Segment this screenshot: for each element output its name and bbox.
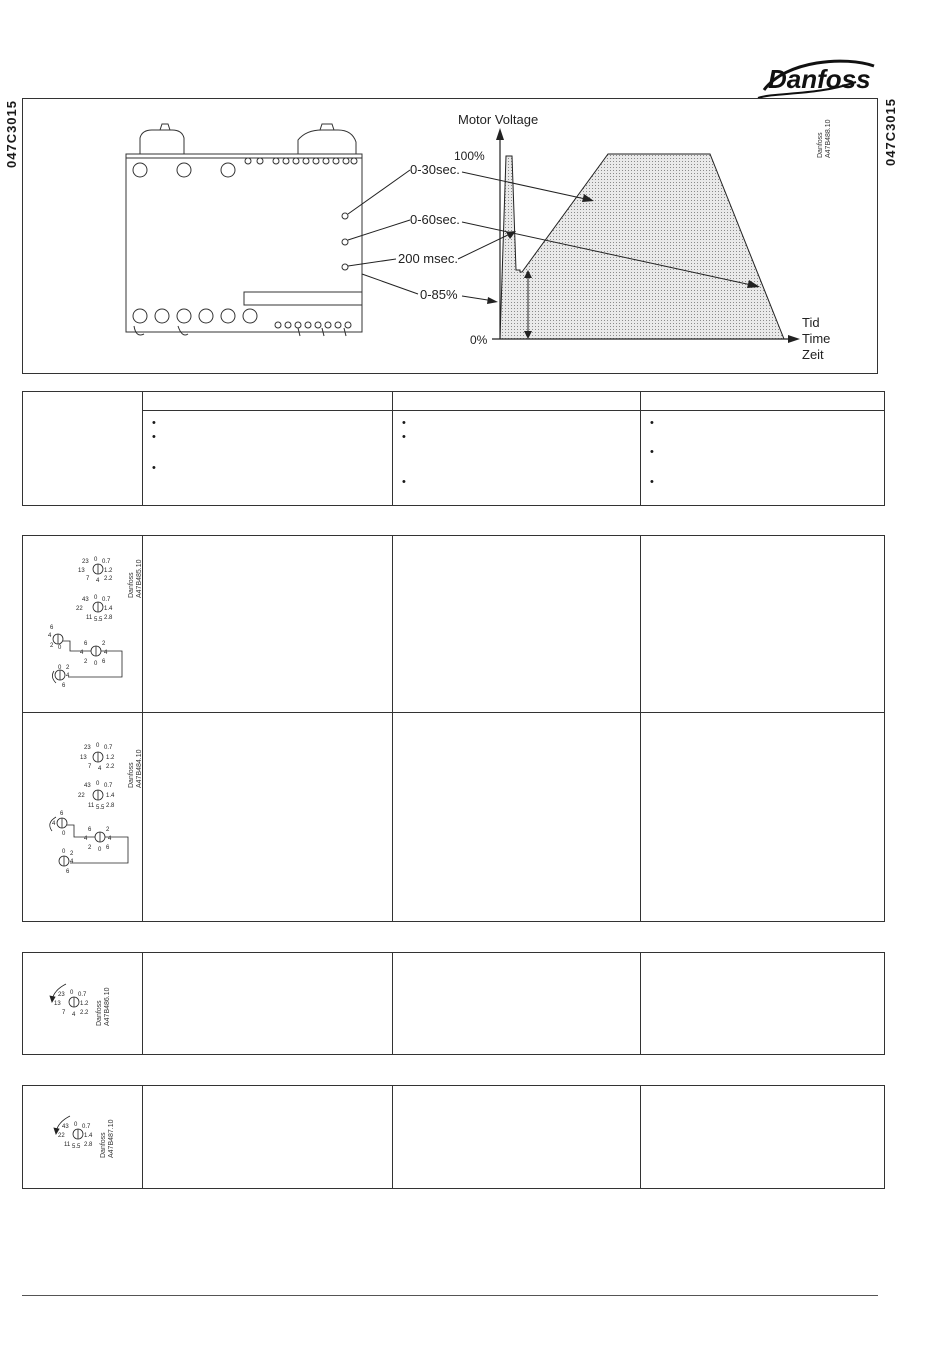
svg-text:6: 6 xyxy=(62,683,66,689)
svg-text:5.5: 5.5 xyxy=(96,805,105,811)
bullet: • xyxy=(402,431,406,443)
dial-figure-1-code-line2: A47B485.10 xyxy=(136,559,143,598)
svg-text:0: 0 xyxy=(74,1122,78,1128)
svg-text:4: 4 xyxy=(84,836,88,842)
svg-text:0.7: 0.7 xyxy=(104,745,113,751)
y-bottom-label: 0% xyxy=(470,333,488,347)
svg-text:2: 2 xyxy=(50,643,54,649)
y-top-label: 100% xyxy=(454,149,485,163)
svg-text:6: 6 xyxy=(50,625,54,631)
svg-text:2.2: 2.2 xyxy=(106,764,115,770)
table-dial-settings xyxy=(22,535,885,922)
svg-text:4: 4 xyxy=(52,821,56,827)
svg-text:1.2: 1.2 xyxy=(106,755,115,761)
callout-initial-voltage: 0-85% xyxy=(420,287,458,302)
svg-text:0.7: 0.7 xyxy=(82,1124,91,1130)
table-ramp-up xyxy=(22,952,885,1055)
svg-text:7: 7 xyxy=(62,1010,66,1016)
svg-text:7: 7 xyxy=(86,576,90,582)
svg-text:13: 13 xyxy=(80,755,87,761)
svg-text:2: 2 xyxy=(106,827,110,833)
svg-text:0: 0 xyxy=(94,595,98,601)
dial-figure-1 xyxy=(40,545,140,695)
svg-text:6: 6 xyxy=(60,811,64,817)
callout-ramp-up: 0-30sec. xyxy=(410,162,460,177)
bullet: • xyxy=(650,476,654,488)
svg-text:0: 0 xyxy=(62,849,66,855)
svg-text:22: 22 xyxy=(58,1133,65,1139)
dial-figure-4-code-line1: Danfoss xyxy=(100,1132,107,1158)
bullet: • xyxy=(152,462,156,474)
svg-text:43: 43 xyxy=(84,783,91,789)
svg-text:13: 13 xyxy=(54,1001,61,1007)
table-features xyxy=(22,391,885,506)
svg-text:4: 4 xyxy=(66,673,70,679)
svg-text:6: 6 xyxy=(106,845,110,851)
svg-text:22: 22 xyxy=(78,793,85,799)
svg-text:0: 0 xyxy=(62,831,66,837)
svg-text:0: 0 xyxy=(58,645,62,651)
svg-text:2: 2 xyxy=(70,851,74,857)
dial-figure-3 xyxy=(44,978,104,1024)
svg-text:4: 4 xyxy=(104,650,108,656)
svg-text:2: 2 xyxy=(66,665,70,671)
dial-figure-4-code-line2: A47B487.10 xyxy=(108,1119,115,1158)
svg-text:23: 23 xyxy=(58,992,65,998)
svg-text:1.2: 1.2 xyxy=(80,1001,89,1007)
svg-text:43: 43 xyxy=(82,597,89,603)
bullet: • xyxy=(402,417,406,429)
svg-text:6: 6 xyxy=(84,641,88,647)
soft-starter-diagram xyxy=(22,98,878,374)
svg-text:4: 4 xyxy=(98,766,102,772)
bullet: • xyxy=(650,417,654,429)
svg-text:0: 0 xyxy=(94,557,98,563)
svg-text:0: 0 xyxy=(58,665,62,671)
svg-text:2.8: 2.8 xyxy=(106,803,115,809)
svg-text:2: 2 xyxy=(88,845,92,851)
svg-text:4: 4 xyxy=(48,633,52,639)
callout-kick-start: 200 msec. xyxy=(398,251,458,266)
bullet: • xyxy=(152,417,156,429)
dial-figure-2-code-line2: A47B484.10 xyxy=(136,749,143,788)
dial-figure-3-code-line2: A47B486.10 xyxy=(104,987,111,1026)
x-label-time: Time xyxy=(802,331,831,346)
danfoss-logo xyxy=(756,52,878,102)
svg-text:11: 11 xyxy=(88,803,95,809)
svg-text:11: 11 xyxy=(64,1142,71,1148)
svg-text:11: 11 xyxy=(86,615,93,621)
footer-rule xyxy=(22,1295,878,1296)
svg-text:0.7: 0.7 xyxy=(102,559,111,565)
svg-text:1.2: 1.2 xyxy=(104,568,113,574)
svg-text:4: 4 xyxy=(108,836,112,842)
svg-text:43: 43 xyxy=(62,1124,69,1130)
svg-text:4: 4 xyxy=(96,578,100,584)
svg-text:22: 22 xyxy=(76,606,83,612)
svg-text:0.7: 0.7 xyxy=(102,597,111,603)
table-ramp-down xyxy=(22,1085,885,1189)
svg-text:0.7: 0.7 xyxy=(78,992,87,998)
dial-figure-1-code-line1: Danfoss xyxy=(128,572,135,598)
svg-text:7: 7 xyxy=(88,764,92,770)
diagram-figure-code-line1: Danfoss xyxy=(817,132,824,158)
bullet: • xyxy=(650,446,654,458)
svg-text:2: 2 xyxy=(102,641,106,647)
svg-text:4: 4 xyxy=(72,1012,76,1018)
svg-text:6: 6 xyxy=(66,869,70,875)
bullet: • xyxy=(152,431,156,443)
svg-text:23: 23 xyxy=(84,745,91,751)
dial-figure-3-code-line1: Danfoss xyxy=(96,1000,103,1026)
dial-figure-2 xyxy=(40,737,140,887)
diagram-figure-code-line2: A47B488.10 xyxy=(825,119,832,158)
svg-text:5.5: 5.5 xyxy=(72,1144,81,1150)
svg-text:2.2: 2.2 xyxy=(104,576,113,582)
svg-text:4: 4 xyxy=(70,859,74,865)
svg-text:1.4: 1.4 xyxy=(106,793,115,799)
svg-text:4: 4 xyxy=(80,650,84,656)
svg-text:2.2: 2.2 xyxy=(80,1010,89,1016)
doc-code-left: 047C3015 xyxy=(4,100,19,168)
svg-text:0: 0 xyxy=(70,990,74,996)
svg-text:6: 6 xyxy=(102,659,106,665)
bullet: • xyxy=(402,476,406,488)
y-axis-title: Motor Voltage xyxy=(458,112,539,127)
svg-text:2.8: 2.8 xyxy=(84,1142,93,1148)
svg-text:2.8: 2.8 xyxy=(104,615,113,621)
x-label-tid: Tid xyxy=(802,315,820,330)
svg-text:0: 0 xyxy=(98,847,102,853)
dial-figure-2-code-line1: Danfoss xyxy=(128,762,135,788)
soft-starter-device xyxy=(126,124,362,336)
svg-text:0: 0 xyxy=(96,743,100,749)
svg-text:0.7: 0.7 xyxy=(104,783,113,789)
svg-text:2: 2 xyxy=(84,659,88,665)
svg-text:Danfoss: Danfoss xyxy=(768,64,871,94)
callout-ramp-down: 0-60sec. xyxy=(410,212,460,227)
svg-text:6: 6 xyxy=(88,827,92,833)
x-label-zeit: Zeit xyxy=(802,347,824,362)
svg-text:0: 0 xyxy=(96,781,100,787)
svg-text:1.4: 1.4 xyxy=(84,1133,93,1139)
doc-code-right: 047C3015 xyxy=(883,98,898,166)
svg-text:0: 0 xyxy=(94,661,98,667)
voltage-ramp-chart xyxy=(458,128,800,343)
svg-text:1.4: 1.4 xyxy=(104,606,113,612)
svg-text:23: 23 xyxy=(82,559,89,565)
svg-text:5.5: 5.5 xyxy=(94,617,103,623)
svg-text:13: 13 xyxy=(78,568,85,574)
